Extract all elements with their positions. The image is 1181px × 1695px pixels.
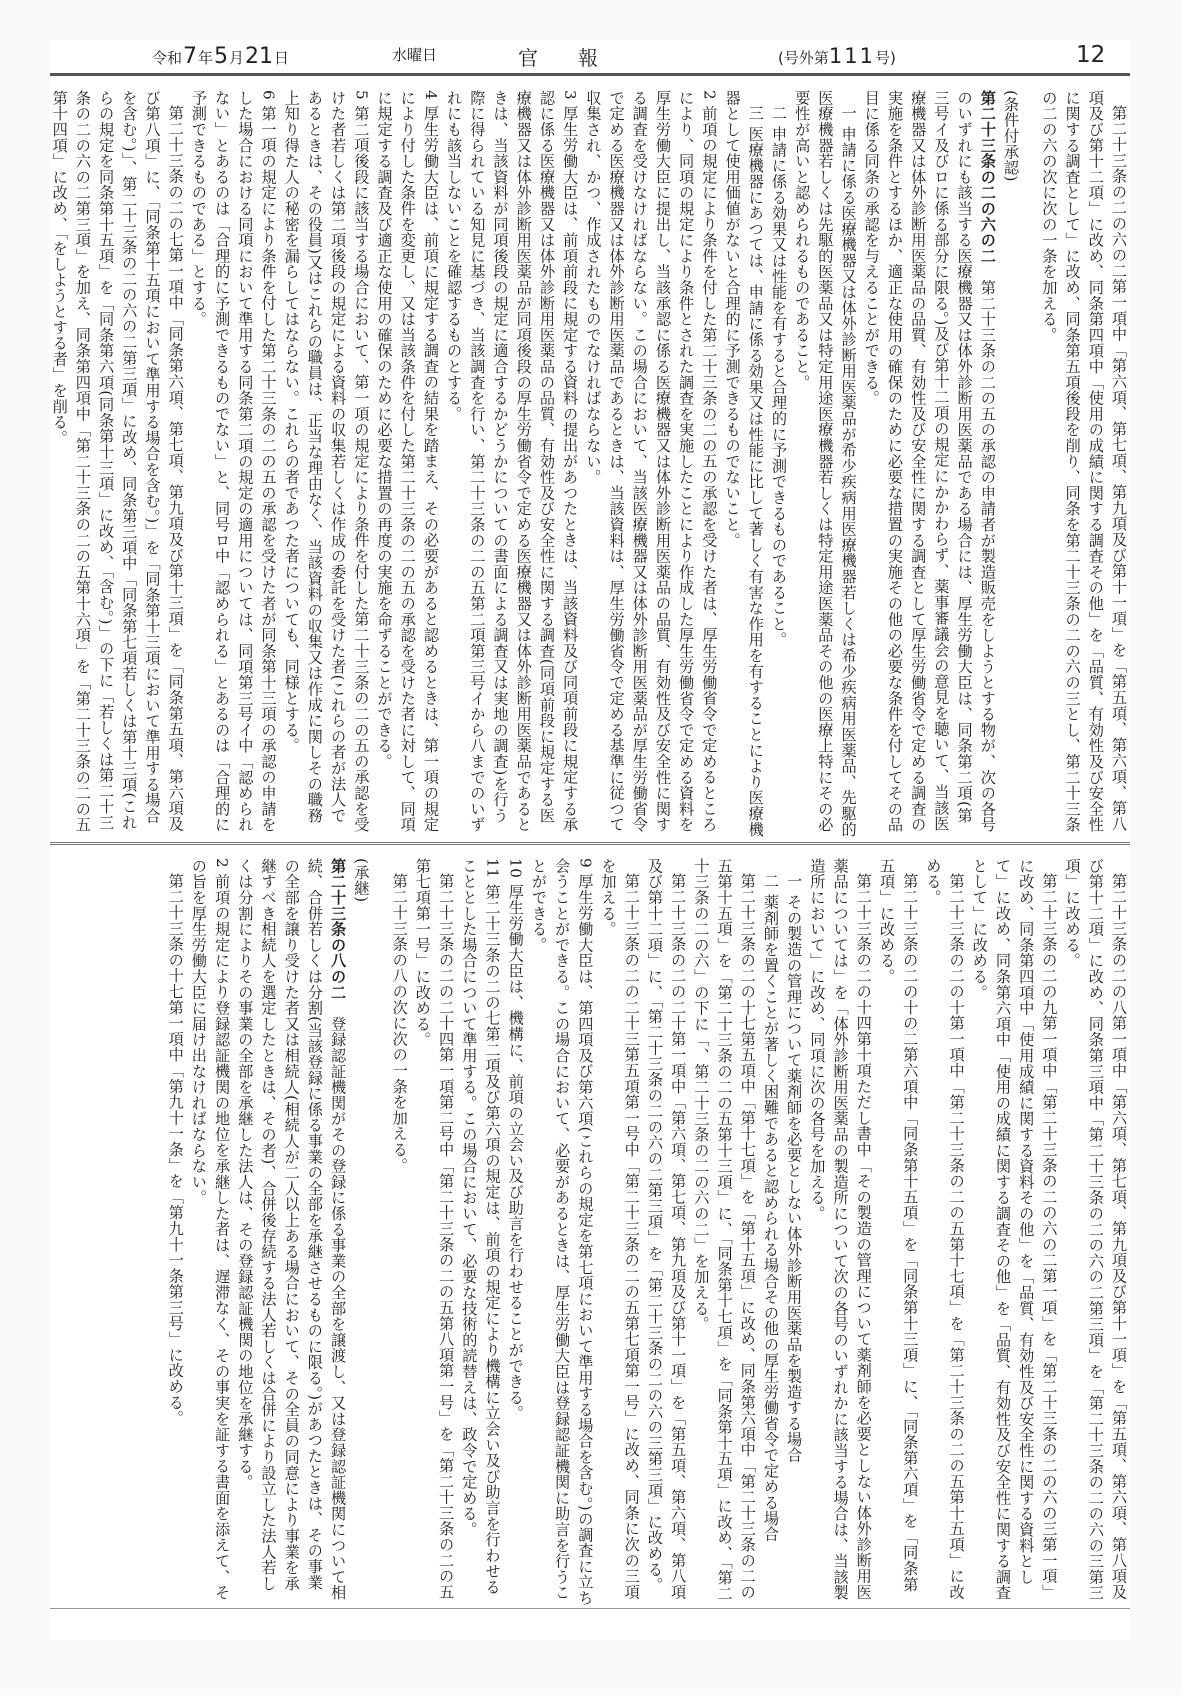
issue-date <box>152 44 289 69</box>
footer-rule <box>50 1608 1130 1609</box>
paragraph-11: 11 第二十三条の二の七第二項及び第六項の規定は、前項の規定により機構に立会い及び助言を行わせることとした場合について準用する。この場合において、必要な技術的読替えは、政令で定める。 <box>460 858 502 1595</box>
publication-title: 官報 <box>518 46 638 70</box>
header-rule <box>50 73 1130 76</box>
item-2: 二 薬剤師を置くことが著しく困難であると認められる場合その他の厚生労働省令で定める場合 <box>761 873 780 1543</box>
amendment-paragraph: 第二十三条の二の九第一項中「第二十三条の二の六の二第一項」を「第二十三条の二の六の三第一項」に改め、同条第四項中「使用成績に関する資料その他」を「品質、有効性及び安全性に関する資料として」に改め、同条第六項中「使用の成績に関する調査その他」を「品質、有効性及び安全性に関する調査として」に改める。 <box>970 858 1059 1601</box>
issue-prefix: (号外第 <box>778 49 829 67</box>
item-2: 二 申請に係る効果又は性能を有すると合理的に予測できるものであること。 <box>769 105 788 648</box>
month: 5 <box>214 44 229 69</box>
amendment-paragraph: 第二十三条の二の十七第五項中「第十七項」を「第十五項」に改め、同条第六項中「第二十三条の二の五第十五項」を「第二十三条の二の五第十三項」に、「同条第十七項」を「同条第十五項」に改め、「第二十三条の二の六」の下に「、第二十三条の二の六の二」を加える。 <box>692 858 757 1602</box>
paragraph-4: 4 厚生労働大臣は、前項に規定する調査の結果を踏まえ、その必要があると認めるときは、第一項の規定により付した条件を変更し、又は当該条件を付した第二十三条の二の五の承認を受けた者に対して、同項に規定する調査及び適正な使用の確保のために必要な措置の再度の実施を命ずることができる。 <box>375 90 440 833</box>
item-1: 一 その製造の管理について薬剤師を必要としない体外診断用医薬品を製造する場合 <box>785 873 804 1464</box>
gazette-page <box>50 40 1130 1640</box>
year: 7 <box>183 44 198 69</box>
paragraph-2: 2 前項の規定により登録認証機関の地位を承継した者は、遅滞なく、その事実を証する書面を添えて、その旨を厚生労働大臣に届け出なければならない。 <box>189 858 232 1601</box>
amendment-paragraph: 第二十三条の八の次に次の一条を加える。 <box>390 873 409 1174</box>
issue-suffix: 号) <box>874 49 896 67</box>
item-1: 一 申請に係る医療機器又は体外診断用医薬品が希少疾病用医療機器若しくは希少疾病用医薬品、先駆的医療機器若しくは先駆的医薬品又は特定用途医療機器若しくは特定用途医薬品その他の医療上特にその必要性が高いと認められるものであること。 <box>793 90 858 838</box>
amendment-paragraph: 第二十三条の二の八第一項中「第六項、第七項、第九項及び第十一項」を「第五項、第六項、第八項及び第十二項」に改め、同条第三項中「第二十三条の二の六の二第三項」を「第二十三条の二の六の三第三項」に改める。 <box>1063 858 1128 1601</box>
amendment-paragraph: 第二十三条の十七第一項中「第九十一条」を「第九十一条第三号」に改める。 <box>166 873 185 1427</box>
article-heading: 第二十三条の八の二 <box>329 858 348 1001</box>
article-paragraph <box>233 858 349 1606</box>
amendment-paragraph: 第二十三条の二の十第一項中「第二十三条の二の五第十七項」を「第二十三条の二の五第十五項」に改める。 <box>924 858 966 1600</box>
article-paragraph <box>860 90 999 838</box>
day: 21 <box>245 44 274 69</box>
bottom-text-block <box>50 858 1130 1606</box>
month-unit: 月 <box>229 49 245 67</box>
page-header <box>50 40 1130 74</box>
article-body: 登録認証機関がその登録に係る事業の全部を譲渡し、又は登録認証機関について相続、合併若しくは分割(当該登録に係る事業の全部を承継させるものに限る。)があつたときは、その事業の全部を譲り受けた者又は相続人(相続人が二人以上ある場合において、その全員の同意により事業を承継すべき相続人を選定したときは、その者)、合併後存続する法人若しくは合併により設立した法人若しくは分割によりその事業の全部を承継した法人は、その登録認証機関の地位を承継する。 <box>236 858 348 1601</box>
amendment-paragraph: 第二十三条の二の十の二第六項中「同条第十五項」を「同条第十三項」に、「同条第六項」を「同条第五項」に改める。 <box>877 858 920 1593</box>
amendment-paragraph: 第二十三条の二の十四第十項ただし書中「その製造の管理について薬剤師を必要としない体外診断用医薬品については」を「体外診断用医薬品の製造所について次の各号のいずれかに該当する場合は、当該製造所において」に改め、同項に次の各号を加える。 <box>808 858 873 1601</box>
amendment-paragraph: 第二十三条の二の二十第一項中「第六項、第七項、第九項及び第十一項」を「第五項、第六項、第八項及び第十二項」に、「第二十三条の二の六の二第三項」を「第二十三条の二の六の三第三項」に改める。 <box>645 858 688 1600</box>
paragraph-2: 2 前項の規定により条件を付した第二十三条の二の五の承認を受けた者は、厚生労働省令で定めるところにより、同項の規定により条件とされた調査を実施したことにより作成した厚生労働省令で定める資料を厚生労働大臣に提出し、当該承認に係る医療機器又は体外診断用医薬品の品質、有効性及び安全性に関する調査を受けなければならない。この場合において、当該医療機器又は体外診断用医薬品が厚生労働省令で定める医療機器又は体外診断用医薬品であるときは、当該資料は、厚生労働省令で定める基準に従つて収集され、かつ、作成されたものでなければならない。 <box>584 90 719 833</box>
article-heading: 第二十三条の二の六の二 <box>978 90 997 264</box>
article-caption: (承継) <box>352 858 371 903</box>
section-divider <box>50 842 1130 845</box>
paragraph-3: 3 厚生労働大臣は、前項前段に規定する資料の提出があつたときは、当該資料及び同項前段に規定する承認に係る医療機器又は体外診断用医薬品の品質、有効性及び安全性に関する調査(同項前段に規定する医療機器又は体外診断用医薬品が同項後段の厚生労働省令で定める医療機器又は体外診断用医薬品であるときは、当該資料が同項後段の規定に適合するかどうかについての書面による調査又は実地の調査)を行う際に得られている知見に基づき、当該調査を行い、第二十三条の二の五第二項第三号イから八までのいずれにも該当しないことを確認するものとする。 <box>445 90 580 833</box>
day-unit: 日 <box>274 49 290 67</box>
article-body: 第二十三条の二の五の承認の申請者が製造販売をしようとする物が、次の各号のいずれにも該当する医療機器又は体外診断用医薬品である場合には、厚生労働大臣は、同条第二項(第三号イ及びロに係る部分に限る。)及び第十二項の規定にかかわらず、薬事審議会の意見を聴いて、当該医療機器又は体外診断用医薬品の品質、有効性及び安全性に関する調査として厚生労働省令で定める調査の実施を条件とするほか、適正な使用の確保のために必要な措置の実施その他の必要な条件を付してその品目に係る同条の承認を与えることができる。 <box>862 90 997 833</box>
page-number: 12 <box>1076 42 1106 68</box>
item-3: 三 医療機器にあつては、申請に係る効果又は性能に比して著しく有害な作用を有することにより医療機器として使用価値がないと合理的に予測できるものでないこと。 <box>723 90 765 838</box>
paragraph-6: 6 第一項の規定により条件を付した第二十三条の二の五の承認を受けた者が同条第十三項の承認の申請をした場合における同項において準用する同条第二項の規定の適用については、同項第三号イ中「認められない」とあるのは「合理的に予測できるものでない」と、同号ロ中「認められる」とあるのは「合理的に予測できるものである」とする。 <box>189 90 278 833</box>
top-text-block <box>50 90 1130 838</box>
amendment-paragraph: 第二十三条の二の二十四第一項第二号中「第二十三条の二の五第八項第一号」を「第二十三条の二の五第七項第一号」に改める。 <box>413 858 456 1600</box>
paragraph-10: 10 厚生労働大臣は、機構に、前項の立会い及び助言を行わせることができる。 <box>506 858 525 1422</box>
issue-number-value: 111 <box>828 44 875 68</box>
weekday: 水曜日 <box>392 46 438 64</box>
era: 令和 <box>152 49 183 67</box>
issue-number <box>778 44 896 68</box>
paragraph-9: 9 厚生労働大臣は、第四項及び第六項(これらの規定を第七項において準用する場合を含む。)の調査に立ち会うことができる。この場合において、必要があるときは、厚生労働大臣は登録認証機関に助言を行うことができる。 <box>529 858 595 1606</box>
year-unit: 年 <box>198 49 214 67</box>
article-caption: (条件付承認) <box>1002 90 1020 183</box>
paragraph-5: 5 第二項後段に該当する場合において、第一項の規定により条件を付した第二十三条の二の五の承認を受けた者若しくは第二項後段の規定による資料の収集若しくは作成の委託を受けた者(これらの者が法人であるときは、その役員)又はこれらの職員は、正当な理由なく、当該資料の収集又は作成に関しその職務上知り得た人の秘密を漏らしてはならない。これらの者であつた者についても、同様とする。 <box>282 90 371 833</box>
amendment-paragraph: 第二十三条の二の六の二第一項中「第六項、第七項、第九項及び第十一項」を「第五項、第六項、第八項及び第十二項」に改め、同条第四項中「使用の成績に関する調査その他」を「品質、有効性及び安全性に関する調査として」に改め、同条第五項後段を削り、同条を第二十三条の二の六の三とし、第二十三条の二の六の次に次の一条を加える。 <box>1040 90 1128 833</box>
amendment-paragraph: 第二十三条の二の七第一項中「同条第六項、第七項、第九項及び第十三項」を「同条第五項、第六項及び第八項」に、「同条第十五項において準用する場合を含む。)」を「同条第十三項において準用する場合を含む。)」、第二十三条の二の六の二第三項」に改め、同条第三項中「同条第七項若しくは第十三項(これらの規定を同条第十五項」を「同条第六項(同条第十三項」に改め、「含む。)」の下に「若しくは第二十三条の二の六の二第三項」を加え、同条第四項中「第二十三条の二の五第十六項」を「第二十三条の二の五第十四項」に改め、「をしようとする者」を削る。 <box>50 90 185 833</box>
amendment-paragraph: 第二十三条の二の二十三第五項第一号中「第二十三条の二の五第七項第一号」に改め、同条に次の三項を加える。 <box>599 858 641 1600</box>
